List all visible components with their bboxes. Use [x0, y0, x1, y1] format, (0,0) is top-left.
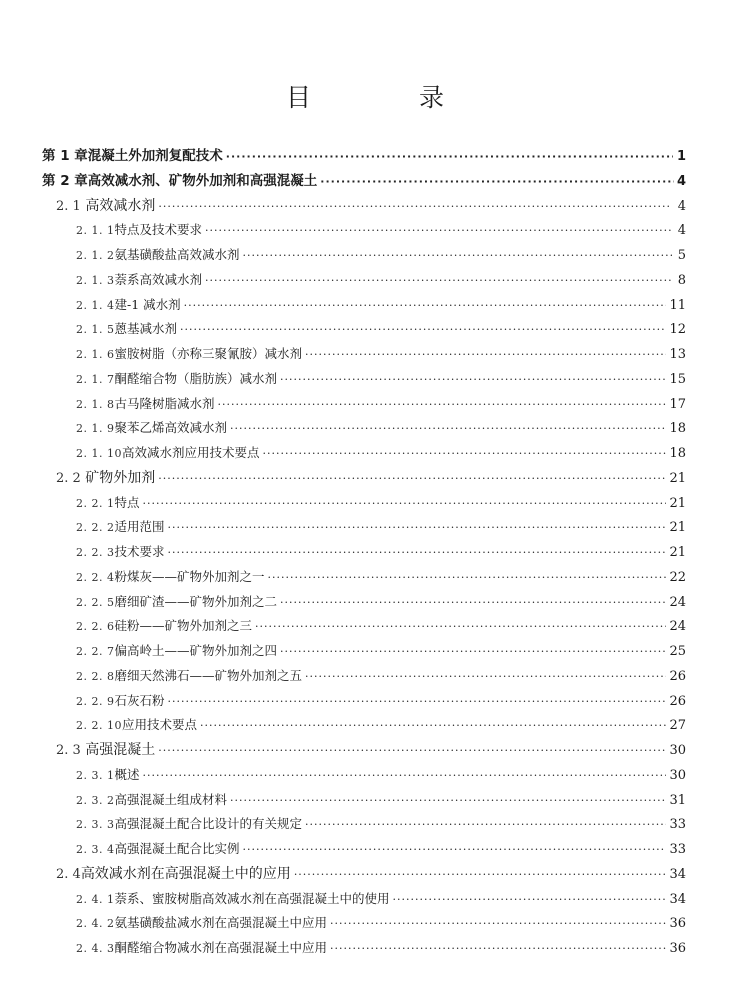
toc-entry-title: 粉煤灰——矿物外加剂之一 [114, 568, 265, 584]
toc-entry-section[interactable] [0, 740, 730, 760]
toc-entry-title: 萘系、蜜胺树脂高效减水剂在高强混凝土中的使用 [114, 890, 390, 906]
dot-leader [200, 716, 666, 736]
toc-entry-chapter[interactable] [0, 146, 730, 166]
dot-leader [205, 221, 671, 241]
dot-leader [330, 914, 666, 934]
toc-entry-page-number: 21 [669, 545, 686, 560]
toc-entry-number: 2. 3. 3 [76, 818, 115, 832]
toc-entry-sub[interactable] [0, 369, 730, 389]
dot-leader [268, 568, 667, 588]
toc-entry-page-number: 36 [669, 941, 686, 956]
toc-entry-number: 2. 3 [56, 743, 81, 758]
toc-entry-sub[interactable] [0, 220, 730, 240]
toc-entry-page-number: 21 [669, 520, 686, 536]
toc-entry-number: 2. 1. 5 [76, 323, 115, 337]
toc-entry-number: 2. 2. 4 [76, 570, 115, 584]
toc-entry-page-number: 17 [669, 396, 686, 412]
dot-leader [205, 271, 671, 291]
toc-entry-sub[interactable] [0, 542, 730, 562]
toc-entry-sub[interactable] [0, 641, 730, 661]
toc-entry-sub[interactable] [0, 765, 730, 785]
dot-leader [158, 197, 670, 217]
toc-entry-number: 2. 2 [56, 470, 81, 486]
toc-entry-title: 古马隆树脂减水剂 [114, 395, 215, 411]
toc-entry-title: 特点 [114, 494, 140, 510]
toc-entry-sub[interactable] [0, 567, 730, 587]
toc-entry-page-number: 34 [669, 866, 686, 882]
dot-leader [158, 469, 666, 489]
toc-entry-number: 2. 1. 9 [76, 422, 115, 436]
toc-entry-number: 2. 2. 3 [76, 546, 115, 559]
dot-leader [243, 246, 673, 266]
toc-entry-section[interactable] [0, 196, 730, 216]
dot-leader [184, 296, 667, 316]
toc-entry-sub[interactable] [0, 295, 730, 315]
toc-entry-sub[interactable] [0, 245, 730, 265]
dot-leader [305, 345, 666, 365]
toc-entry-number: 2. 3. 2 [76, 793, 115, 807]
toc-entry-title: 应用技术要点 [121, 717, 197, 733]
toc-entry-title: 高效减水剂、矿物外加剂和高强混凝土 [87, 172, 318, 189]
toc-entry-title: 适用范围 [114, 519, 165, 535]
toc-entry-sub[interactable] [0, 889, 730, 909]
toc-entry-title: 高效减水剂 [85, 197, 156, 214]
toc-entry-sub[interactable] [0, 938, 730, 958]
toc-entry-title: 混凝土外加剂复配技术 [87, 148, 223, 164]
dot-leader [230, 791, 666, 811]
toc-entry-section[interactable] [0, 864, 730, 884]
toc-entry-title: 高效减水剂在高强混凝土中的应用 [80, 865, 291, 882]
toc-entry-number: 2. 2. 9 [76, 694, 115, 708]
toc-entry-title: 技术要求 [114, 544, 165, 559]
toc-entry-number: 2. 4 [56, 866, 81, 882]
dot-leader [218, 395, 667, 415]
toc-entry-title: 蒽基减水剂 [114, 321, 177, 337]
dot-leader [168, 543, 667, 563]
toc-entry-page-number: 34 [669, 891, 686, 907]
dot-leader [168, 518, 667, 538]
dot-leader [180, 320, 666, 340]
dot-leader [280, 642, 666, 662]
toc-entry-title: 偏高岭土——矿物外加剂之四 [114, 643, 277, 658]
toc-entry-sub[interactable] [0, 715, 730, 735]
toc-entry-title: 高强混凝土配合比设计的有关规定 [114, 816, 302, 832]
toc-entry-sub[interactable] [0, 270, 730, 290]
toc-entry-title: 石灰石粉 [114, 692, 165, 708]
toc-entry-page-number: 5 [677, 248, 686, 263]
toc-entry-page-number: 8 [677, 272, 686, 288]
toc-entry-title: 高强混凝土组成材料 [114, 791, 227, 807]
toc-entry-number: 第 1 章 [42, 148, 88, 164]
dot-leader [143, 494, 667, 514]
toc-entry-sub[interactable] [0, 913, 730, 933]
toc-entry-title: 蜜胺树脂（亦称三聚氰胺）减水剂 [114, 346, 302, 361]
toc-entry-title: 建-1 减水剂 [114, 296, 181, 312]
toc-entry-number: 2. 1. 8 [76, 397, 115, 411]
dot-leader [168, 692, 667, 712]
toc-entry-title: 高效减水剂应用技术要点 [121, 445, 260, 460]
dot-leader [280, 370, 666, 390]
dot-leader [305, 667, 666, 687]
dot-leader [143, 766, 667, 786]
dot-leader [263, 444, 667, 464]
toc-entry-sub[interactable] [0, 691, 730, 711]
toc-entry-page-number: 1 [676, 149, 686, 164]
toc-entry-number: 2. 2. 8 [76, 669, 115, 683]
toc-entry-title: 磨细矿渣——矿物外加剂之二 [114, 593, 277, 609]
toc-entry-page-number: 4 [677, 198, 686, 214]
toc-entry-number: 2. 2. 6 [76, 620, 115, 634]
toc-entry-title: 高强混凝土 [85, 742, 156, 758]
toc-entry-title: 萘系高效减水剂 [114, 271, 202, 287]
dot-leader [158, 741, 666, 761]
toc-entry-page-number: 30 [669, 743, 686, 758]
toc-entry-sub[interactable] [0, 790, 730, 810]
toc-entry-number: 2. 1. 10 [76, 447, 122, 460]
toc-entry-sub[interactable] [0, 319, 730, 339]
toc-entry-number: 2. 1. 4 [76, 298, 115, 312]
toc-entry-number: 2. 1. 1 [76, 224, 115, 238]
toc-entry-page-number: 27 [669, 718, 686, 734]
toc-entry-sub[interactable] [0, 517, 730, 537]
dot-leader [320, 172, 674, 192]
toc-entry-section[interactable] [0, 468, 730, 488]
dot-leader [305, 815, 666, 835]
dot-leader [255, 617, 666, 637]
toc-entry-page-number: 26 [669, 668, 686, 684]
toc-entry-page-number: 13 [669, 347, 686, 362]
dot-leader [226, 147, 673, 167]
toc-entry-page-number: 31 [669, 792, 686, 808]
toc-entry-title: 酮醛缩合物（脂肪族）减水剂 [114, 370, 277, 386]
toc-entry-title: 酮醛缩合物减水剂在高强混凝土中应用 [114, 940, 327, 955]
toc-entry-page-number: 11 [669, 297, 686, 313]
toc-entry-title: 氨基磺酸盐减水剂在高强混凝土中应用 [114, 915, 327, 931]
toc-entry-title: 矿物外加剂 [85, 469, 156, 486]
toc-entry-number: 2. 2. 10 [76, 719, 122, 733]
toc-entry-page-number: 18 [669, 446, 686, 461]
page-title: 目 录 [286, 83, 494, 112]
dot-leader [280, 593, 666, 613]
toc-entry-title: 高强混凝土配合比实例 [114, 841, 240, 856]
toc-entry-number: 2. 1. 3 [76, 273, 115, 287]
toc-entry-page-number: 33 [669, 817, 686, 833]
dot-leader [393, 890, 667, 910]
dot-leader [330, 939, 666, 959]
toc-entry-title: 特点及技术要求 [114, 222, 202, 238]
toc-entry-title: 聚苯乙烯高效减水剂 [114, 420, 227, 436]
dot-leader [230, 419, 666, 439]
toc-entry-page-number: 25 [669, 644, 686, 659]
toc-entry-number: 2. 4. 2 [76, 917, 115, 931]
toc-entry-title: 氨基磺酸盐高效减水剂 [114, 247, 240, 262]
toc-entry-page-number: 21 [669, 495, 686, 511]
toc-entry-number: 2. 1. 7 [76, 372, 115, 386]
toc-entry-page-number: 4 [676, 173, 686, 189]
toc-entry-title: 硅粉——矿物外加剂之三 [114, 618, 252, 634]
toc-entry-number: 2. 2. 2 [76, 521, 115, 535]
toc-entry-sub[interactable] [0, 394, 730, 414]
toc-entry-page-number: 4 [677, 223, 686, 239]
toc-entry-page-number: 15 [669, 371, 686, 387]
toc-entry-number: 2. 1. 6 [76, 348, 115, 361]
toc-entry-number: 2. 1. 2 [76, 249, 115, 262]
toc-entry-page-number: 30 [669, 767, 686, 783]
toc-entry-sub[interactable] [0, 592, 730, 612]
toc-entry-sub[interactable] [0, 418, 730, 438]
toc-entry-page-number: 24 [669, 619, 686, 635]
toc-entry-title: 概述 [114, 766, 140, 782]
toc-entry-sub[interactable] [0, 493, 730, 513]
toc-entry-page-number: 18 [669, 421, 686, 437]
toc-entry-page-number: 26 [669, 693, 686, 709]
toc-entry-number: 2. 3. 1 [76, 768, 115, 782]
toc-entry-number: 2. 2. 5 [76, 595, 115, 609]
toc-entry-page-number: 21 [669, 470, 686, 486]
toc-entry-page-number: 36 [669, 916, 686, 932]
toc-entry-number: 2. 3. 4 [76, 843, 115, 856]
toc-entry-sub[interactable] [0, 666, 730, 686]
toc-entry-page-number: 33 [669, 842, 686, 857]
toc-entry-chapter[interactable] [0, 171, 730, 191]
toc-entry-sub[interactable] [0, 616, 730, 636]
toc-entry-page-number: 24 [669, 594, 686, 610]
toc-entry-page-number: 12 [669, 322, 686, 338]
toc-entry-page-number: 22 [669, 569, 686, 585]
dot-leader [294, 865, 667, 885]
toc-entry-sub[interactable] [0, 443, 730, 463]
toc-entry-number: 2. 4. 3 [76, 942, 115, 955]
toc-entry-title: 磨细天然沸石——矿物外加剂之五 [114, 667, 302, 683]
toc-entry-number: 2. 1 [56, 198, 81, 214]
toc-entry-number: 2. 2. 1 [76, 496, 115, 510]
toc-entry-sub[interactable] [0, 344, 730, 364]
toc-entry-sub[interactable] [0, 839, 730, 859]
toc-entry-number: 2. 4. 1 [76, 892, 115, 906]
toc-entry-number: 第 2 章 [42, 172, 88, 189]
dot-leader [243, 840, 667, 860]
toc-entry-sub[interactable] [0, 814, 730, 834]
toc-entry-number: 2. 2. 7 [76, 645, 115, 658]
